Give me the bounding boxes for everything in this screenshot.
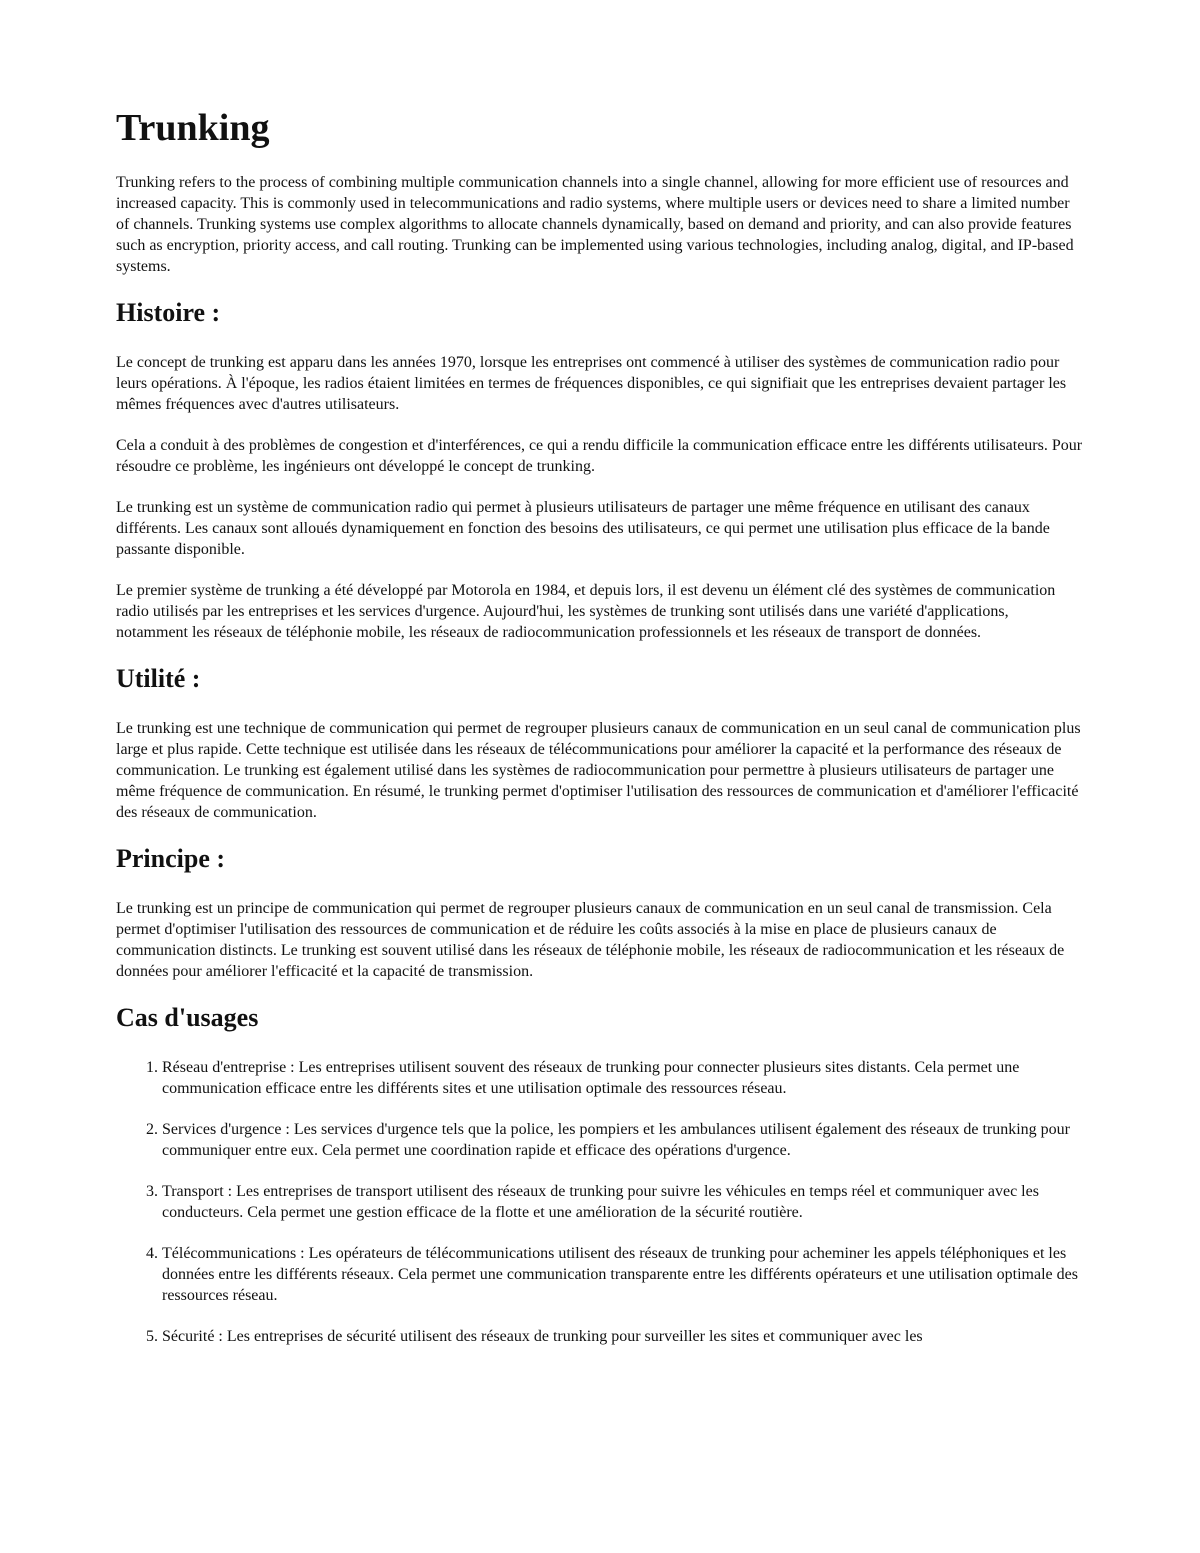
use-cases-list <box>116 1057 1084 1347</box>
histoire-paragraph: Cela a conduit à des problèmes de congestion et d'interférences, ce qui a rendu difficile la communication efficace entre les différents utilisateurs. Pour résoudre ce problème, les ingénieurs ont développé le concept de trunking. <box>116 437 1083 475</box>
list-item: 4. Télécommunications : Les opérateurs de télécommunications utilisent des réseaux de trunking pour acheminer les appels téléphoniques et les données entre les différents réseaux. Cela permet une communication transparente entre les différents opérateurs et une utilisation optimale des ressources réseau. <box>162 1243 1084 1306</box>
section-heading-principe: Principe : <box>116 844 226 873</box>
list-item: 5. Sécurité : Les entreprises de sécurité utilisent des réseaux de trunking pour surveiller les sites et communiquer avec les <box>162 1326 1084 1347</box>
histoire-paragraph: Le trunking est un système de communication radio qui permet à plusieurs utilisateurs de partager une même fréquence en utilisant des canaux différents. Les canaux sont alloués dynamiquement en fonction des besoins des utilisateurs, ce qui permet une utilisation plus efficace de la bande passante disponible. <box>116 499 1050 558</box>
section-heading-histoire: Histoire : <box>116 298 221 327</box>
utilite-paragraph: Le trunking est une technique de communication qui permet de regrouper plusieurs canaux de communication en un seul canal de communication plus large et plus rapide. Cette technique est utilisée dans les réseaux de télécommunications pour améliorer la capacité et la performance des réseaux de communication. Le trunking est également utilisé dans les systèmes de radiocommunication pour permettre à plusieurs utilisateurs de partager une même fréquence de communication. En résumé, le trunking permet d'optimiser l'utilisation des ressources de communication et d'améliorer l'efficacité des réseaux de communication. <box>116 720 1081 821</box>
intro-paragraph: Trunking refers to the process of combining multiple communication channels into a single channel, allowing for more efficient use of resources and increased capacity. This is commonly used in telecommunications and radio systems, where multiple users or devices need to share a limited number of channels. Trunking systems use complex algorithms to allocate channels dynamically, based on demand and priority, and can also provide features such as encryption, priority access, and call routing. Trunking can be implemented using various technologies, including analog, digital, and IP-based systems. <box>116 174 1074 275</box>
section-heading-cas-usages: Cas d'usages <box>116 1003 259 1032</box>
histoire-paragraph: Le premier système de trunking a été développé par Motorola en 1984, et depuis lors, il est devenu un élément clé des systèmes de communication radio utilisés par les entreprises et les services d'urgence. Aujourd'hui, les systèmes de trunking sont utilisés dans une variété d'applications, notamment les réseaux de téléphonie mobile, les réseaux de radiocommunication professionnels et les réseaux de transport de données. <box>116 582 1056 641</box>
list-item: 1. Réseau d'entreprise : Les entreprises utilisent souvent des réseaux de trunking pour connecter plusieurs sites distants. Cela permet une communication efficace entre les différents sites et une utilisation optimale des ressources réseau. <box>162 1057 1084 1099</box>
page-title: Trunking <box>116 107 270 149</box>
histoire-paragraph: Le concept de trunking est apparu dans les années 1970, lorsque les entreprises ont commencé à utiliser des systèmes de communication radio pour leurs opérations. À l'époque, les radios étaient limitées en termes de fréquences disponibles, ce qui signifiait que les entreprises devaient partager les mêmes fréquences avec d'autres utilisateurs. <box>116 354 1067 413</box>
principe-paragraph: Le trunking est un principe de communication qui permet de regrouper plusieurs canaux de communication en un seul canal de transmission. Cela permet d'optimiser l'utilisation des ressources de communication et de réduire les coûts associés à la mise en place de plusieurs canaux de communication distincts. Le trunking est souvent utilisé dans les réseaux de téléphonie mobile, les réseaux de radiocommunication et les réseaux de données pour améliorer l'efficacité et la capacité de transmission. <box>116 900 1065 980</box>
list-item: 2. Services d'urgence : Les services d'urgence tels que la police, les pompiers et les ambulances utilisent également des réseaux de trunking pour communiquer entre eux. Cela permet une coordination rapide et efficace des opérations d'urgence. <box>162 1119 1084 1161</box>
document-page <box>116 104 1084 1367</box>
list-item: 3. Transport : Les entreprises de transport utilisent des réseaux de trunking pour suivre les véhicules en temps réel et communiquer avec les conducteurs. Cela permet une gestion efficace de la flotte et une amélioration de la sécurité routière. <box>162 1181 1084 1223</box>
section-heading-utilite: Utilité : <box>116 664 201 693</box>
